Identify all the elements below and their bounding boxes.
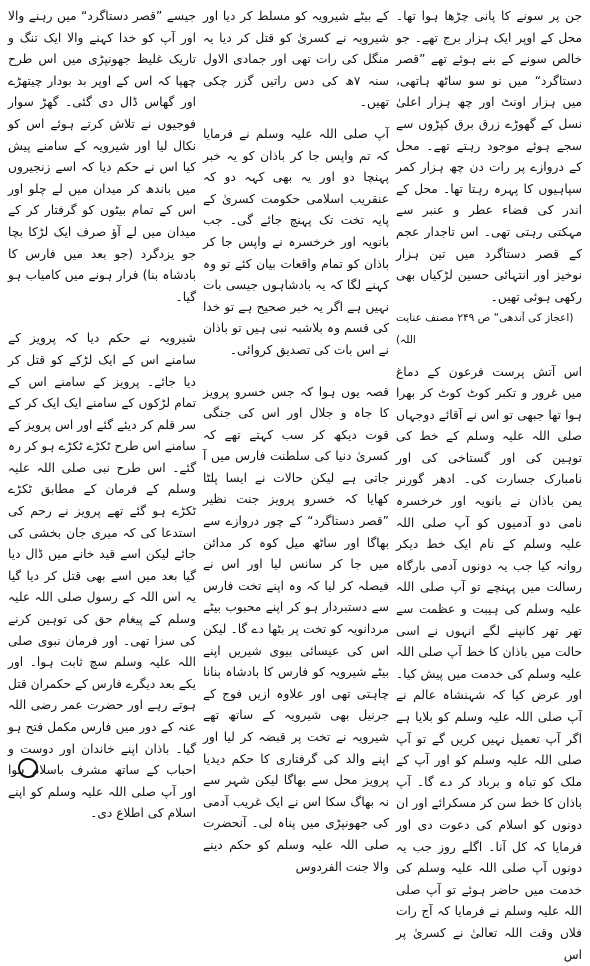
page-circle-mark (18, 758, 38, 778)
paragraph-sheroye-killing: کے بیٹے شیرویہ کو مسلط کر دیا اور شیرویہ نے کسریٰ کو قتل کر دیا یہ منگل کی رات تھی اور جمادی الاول سنہ ۷ھ کی دس راتیں گزر چکی تھیں۔ (203, 6, 389, 114)
paragraph-hut-hiding: جیسے ”قصر دستاگرد“ میں رہنے والا اور آپ کو خدا کہنے والا ایک تنگ و تاریک غلیظ جھونپڑی میں اس طرح چھپا کہ اس کے اوپر بد بودار چیتھڑے اور گھاس ڈال دی گئی۔ گھڑ سوار فوجیوں نے تلاش کرتے ہوئے اس کو نکال لیا اور شیرویہ کے سامنے پیش کیا اس نے حکم دیا کہ اسے زنجیروں میں باندھ کر میدان میں لے چلو اور اس کے تمام بیٹوں کو گرفتار کر کے میدان میں لے آؤ صرف ایک لڑکا بچا جو یزدگرد (جو بعد میں فارس کا بادشاہ بنا) فرار ہونے میں کامیاب ہو گیا۔ (8, 6, 196, 308)
paragraph-parvez-story: قصہ یوں ہوا کہ جس خسرو پرویز کا جاہ و جلال اور اس کی جنگی قوت دیکھ کر سب کہتے تھے کہ کسریٰ دنیا کی سلطنت فارس میں آ جاتی ہے لیکن حالات نے ایسا پلٹا کھایا کہ خسرو پرویز جنت نظیر ”قصر دستاگرد“ کے چور دروازے سے بھاگا اور ساٹھ میل کوہ کر مدائن میں جا کر سانس لیا اور اس نے فیصلہ کر لیا کہ وہ اپنے تخت فارس سے دستبردار ہو کر اپنے محبوب بیٹے مردانویہ کو تخت پر بٹھا دے گا۔ لیکن اس کی عیسائی بیوی شیریں اپنے بیٹے شیرویہ کو فارس کا بادشاہ بنانا چاہتی تھی اور علاوہ ازیں فوج کے جرنیل بھی شیرویہ کے ساتھ تھے شیرویہ نے تخت پر قبضہ کر لیا اور اپنے والد کی گرفتاری کا حکم دیدیا پرویز محل سے بھاگا لیکن شہر سے نہ بھاگ سکا اس نے ایک غریب آدمی کی جھونپڑی میں پناہ لی۔ آنحضرت صلی اللہ علیہ وسلم کو حکم دینے والا جنت الفردوس (203, 382, 389, 879)
urdu-article-page (8, 6, 582, 782)
paragraph-palace-description: جن پر سونے کا پانی چڑھا ہوا تھا۔ محل کے اوپر ایک ہزار برج تھے۔ جو خالص سونے کے بنے ہوئے تھے ”قصر دستاگرد“ میں نو سو ساٹھ ہاتھی، میں ہزار اونٹ اور چھ ہزار اعلیٰ نسل کے گھوڑے زرق برق کپڑوں سے سجے ہوئے موجود رہتے تھے۔ محل کے دروازے پر رات دن چھ ہزار کمر سپاہیوں کا پہرہ رہتا تھا۔ محل کے اندر کی فضاء عطر و عنبر سے مہکتی رہتی تھی۔ اس تاجدار عجم کے قصر دستاگرد میں تین ہزار نوخیز اور انتہائی حسین لڑکیاں بھی رکھی ہوئی تھیں۔ (396, 6, 582, 308)
text-column-right (396, 6, 582, 782)
text-column-left (8, 6, 196, 782)
paragraph-letter-insult: اس آتش پرست فرعون کے دماغ میں غرور و تکبر کوٹ کوٹ کر بھرا ہوا تھا جبھی تو اس نے آقائے دوجہاں صلی اللہ علیہ وسلم کے خط کی توہین کی اور گستاخی کی اور نامبارک جسارت کی۔ ادھر گورنر یمن باذان نے بانویہ اور خرخسرہ نامی دو آدمیوں کو آپ صلی اللہ علیہ وسلم کے نام ایک خط دیکر روانہ کیا جب یہ دونوں آدمی بارگاہ رسالت میں پہنچے تو آپ صلی اللہ علیہ وسلم کی ہیبت و عظمت سے تھر تھر کانپنے لگے انہوں نے اسی حالت میں باذان کا خط آپ صلی اللہ علیہ وسلم کی خدمت میں پیش کیا۔ اور عرض کیا کہ شہنشاہ عالم نے آپ صلی اللہ علیہ وسلم کو بلایا ہے اگر آپ تعمیل نہیں کریں گے تو آپ صلی اللہ علیہ وسلم کو اور آپ کے ملک کو تباہ و برباد کر دے گا۔ آپ باذان کا خط سن کر مسکرائے اور ان دونوں کو اسلام کی دعوت دی اور فرمایا کہ کل آنا۔ اگلے روز جب یہ دونوں آپ صلی اللہ علیہ وسلم کی خدمت میں حاضر ہوئے تو آپ صلی اللہ علیہ وسلم نے فرمایا کہ آج رات فلاں وقت اللہ تعالیٰ نے کسریٰ پر اس (396, 362, 582, 966)
paragraph-return-to-badhan: آپ صلی اللہ علیہ وسلم نے فرمایا کہ تم واپس جا کر باذان کو یہ خبر پہنچا دو اور یہ بھی کہہ دو کہ عنقریب اسلامی حکومت کسریٰ کے پایہ تخت تک پہنچ جائے گی۔ جب بانویہ اور خرخسرہ نے واپس جا کر باذان کو تمام واقعات بیان کئے تو وہ کہنے لگا کہ یہ بادشاہوں جیسی بات نہیں ہے اگر یہ خبر صحیح ہے تو خدا کی قسم وہ بلاشبہ نبی ہیں تو باذان نے اس بات کی تصدیق کروائی۔ (203, 124, 389, 362)
text-column-middle (203, 6, 389, 782)
source-reference: (اعجاز کی آندھی“ ص ۲۴۹ مصنف عنایت اللہ) (396, 308, 582, 351)
paragraph-sons-executed: شیرویہ نے حکم دیا کہ پرویز کے سامنے اس کے ایک لڑکے کو قتل کر دیا جائے۔ پرویز کے سامنے اس کے تمام لڑکوں کے سامنے ایک ایک کر کے سر قلم کر دیئے گئے اور اس پرویز کے سامنے اس طرح ٹکڑے ٹکڑے ہو کر رہ گئے۔ اس طرح نبی صلی اللہ علیہ وسلم کے فرمان کے مطابق ٹکڑے ٹکڑے ہو گئے تھے پرویز نے رحم کی استدعا کی کہ میری جان بخشی کی جائے لیکن اسے قید خانے میں ڈال دیا گیا بعد میں اسے بھی قتل کر دیا گیا یہ اس اللہ کے رسول صلی اللہ علیہ وسلم کے پیغام حق کی توہین کرنے کی سزا تھی۔ اور فرمان نبوی صلی اللہ علیہ وسلم سچ ثابت ہوا۔ اور یکے بعد دیگرے فارس کے حکمران قتل ہوتے رہے اور حضرت عمر رضی اللہ عنہ کے دور میں فارس مکمل فتح ہو گیا۔ باذان اپنے خاندان اور دوست و احباب کے ساتھ مشرف باسلام ہوا اور آپ صلی اللہ علیہ وسلم کو اپنے اسلام کی اطلاع دی۔ (8, 328, 196, 825)
